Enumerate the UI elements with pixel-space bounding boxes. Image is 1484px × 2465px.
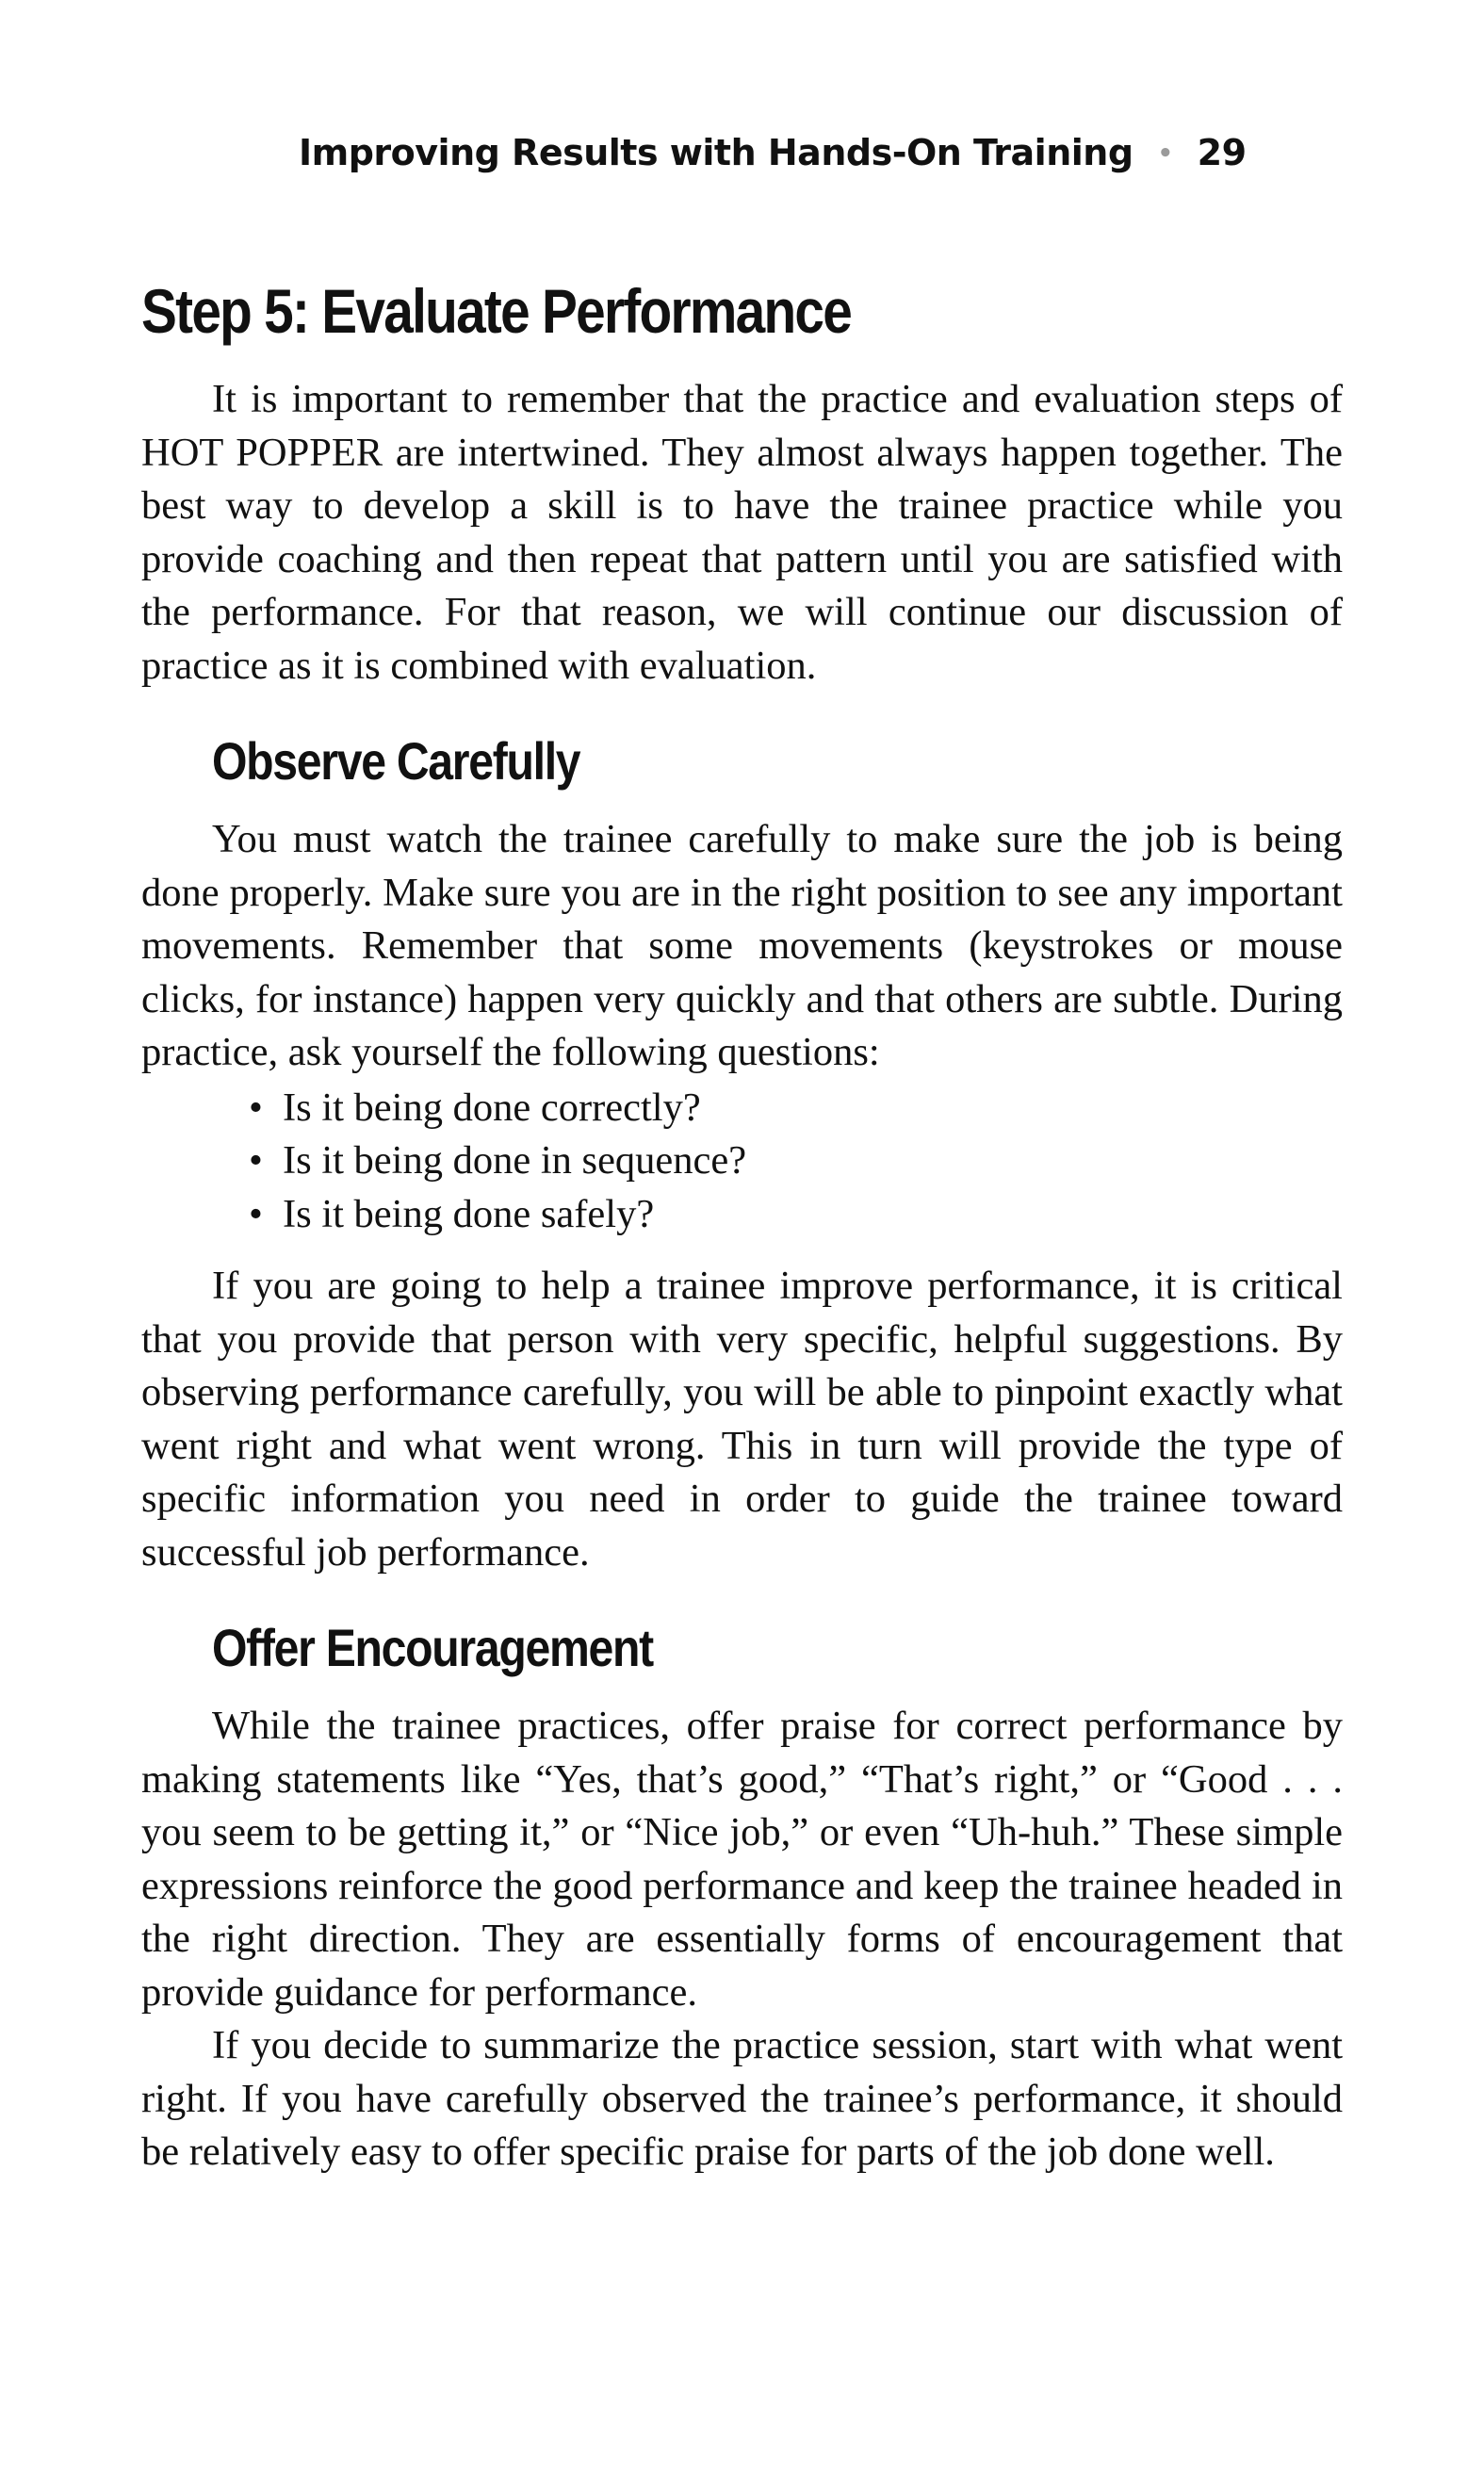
intro-paragraph: It is important to remember that the practice and evaluation steps of HOT POPPER are intertwined. They almost always happen together. The best way to develop a skill is to have the trainee practice while you provide coaching and then repeat that pattern until you are satisfied with the performance. For that reason, we will continue our discussion of practice as it is combined with evaluation. bbox=[141, 377, 1343, 688]
subheading-observe-carefully: Observe Carefully bbox=[212, 731, 580, 791]
list-item-text: Is it being done safely? bbox=[283, 1191, 655, 1236]
running-title: Improving Results with Hands-On Training bbox=[299, 132, 1133, 173]
list-item bbox=[245, 1188, 1343, 1242]
running-header bbox=[299, 132, 1247, 173]
encourage-paragraph-2: If you decide to summarize the practice session, start with what went right. If you have carefully observed the trainee’s performance, it should be relatively easy to offer specific praise for parts of the job done well. bbox=[141, 2023, 1343, 2174]
subheading-offer-encouragement: Offer Encouragement bbox=[212, 1618, 653, 1677]
list-item-text: Is it being done in sequence? bbox=[283, 1138, 747, 1183]
list-item bbox=[245, 1082, 1343, 1135]
bullet-icon: • bbox=[249, 1085, 263, 1130]
question-list bbox=[245, 1082, 1343, 1242]
observe-paragraph-1: You must watch the trainee carefully to make sure the job is being done properly. Make sure you are in the right position to see any important movements. Remember that some movements (keystrokes or mouse clicks, for instance) happen very quickly and that others are subtle. During practice, ask yourself the following questions: bbox=[141, 817, 1343, 1074]
header-separator: • bbox=[1157, 139, 1173, 168]
bullet-icon: • bbox=[249, 1138, 263, 1183]
list-item-text: Is it being done correctly? bbox=[283, 1085, 701, 1130]
list-item bbox=[245, 1135, 1343, 1188]
observe-paragraph-2: If you are going to help a trainee improve performance, it is critical that you provide that person with very specific, helpful suggestions. By observing performance carefully, you will be able to pinpoint exactly what went right and what went wrong. This in turn will provide the type of specific information you need in order to guide the trainee toward successful job performance. bbox=[141, 1264, 1343, 1575]
page-body bbox=[141, 273, 1343, 2179]
bullet-icon: • bbox=[249, 1191, 263, 1236]
page-number: 29 bbox=[1197, 132, 1247, 173]
encourage-paragraph-1: While the trainee practices, offer praise for correct performance by making statements like “Yes, that’s good,” “That’s right,” or “Good . . . you seem to be getting it,” or “Nice job,” or even “Uh-huh.” These simple expressions reinforce the good performance and keep the trainee headed in the right direction. They are essentially forms of encouragement that provide guidance for performance. bbox=[141, 1704, 1343, 2015]
section-title: Step 5: Evaluate Performance bbox=[141, 276, 852, 346]
